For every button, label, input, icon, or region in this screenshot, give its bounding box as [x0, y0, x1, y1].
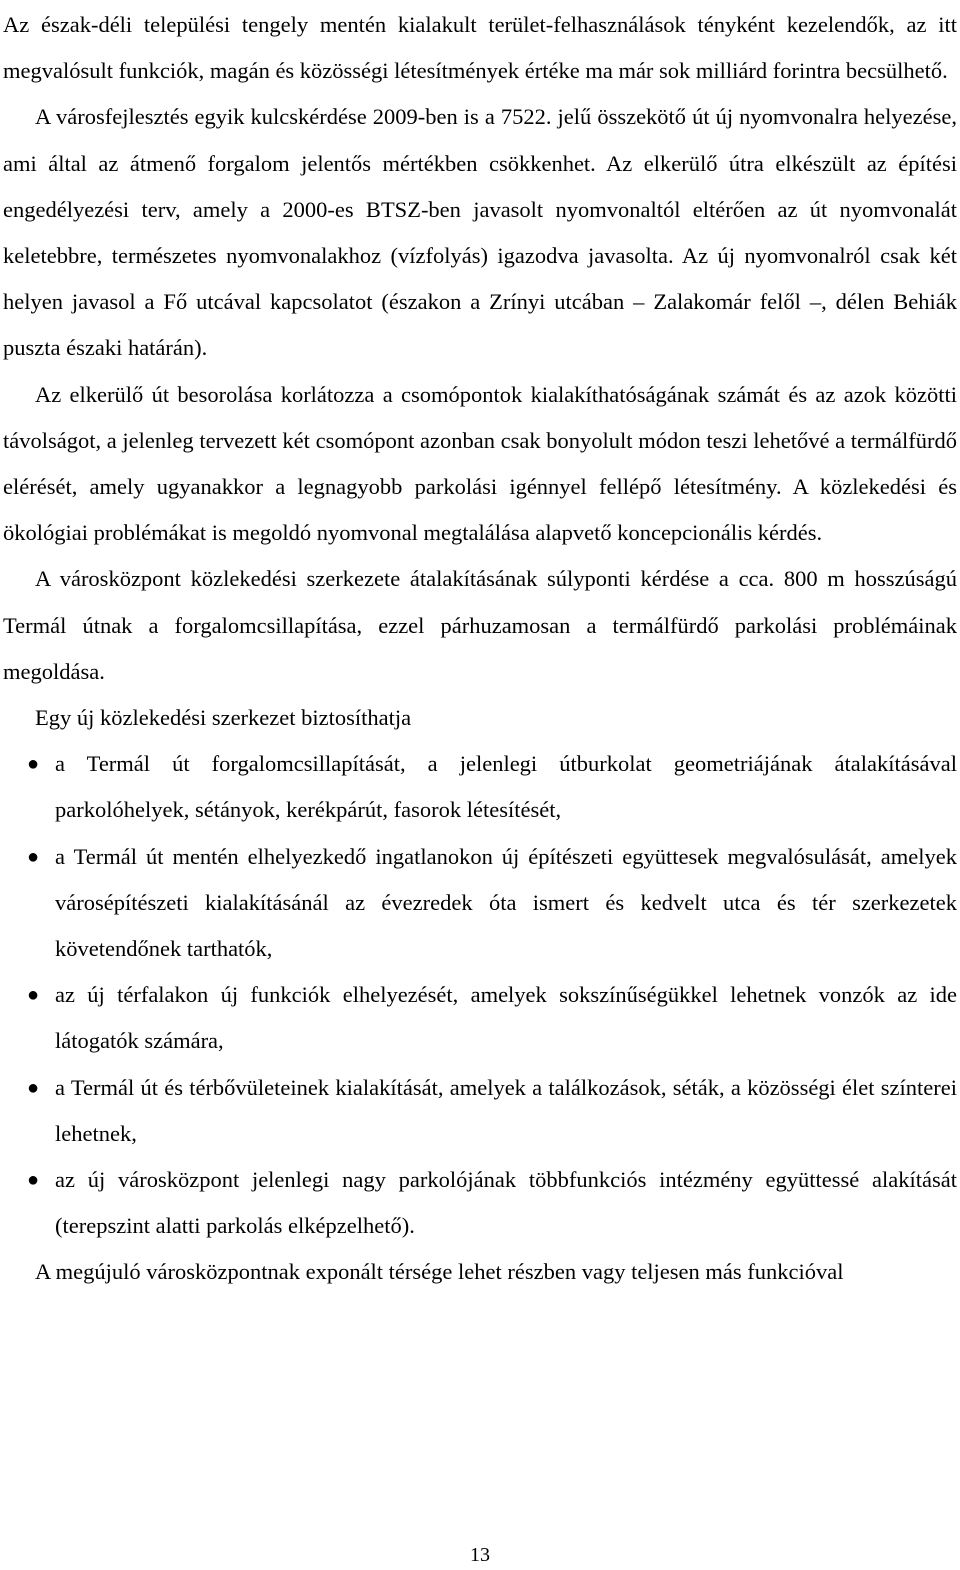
- list-item-text: az új térfalakon új funkciók elhelyezését, amelyek sokszínűségükkel lehetnek vonzók az ide látogatók számára,: [55, 982, 957, 1054]
- bullet-icon: ●: [27, 1169, 40, 1192]
- paragraph: Az észak-déli települési tengely mentén kialakult terület-felhasználások tényként kezelendők, az itt megvalósult funkciók, magán és közösségi létesítmények értéke ma már sok milliárd forintra becsülhető.: [3, 12, 957, 84]
- paragraphs-top: [3, 2, 957, 741]
- bullet-icon: ●: [27, 1076, 40, 1099]
- paragraph: Az elkerülő út besorolása korlátozza a csomópontok kialakíthatóságának számát és az azok közötti távolságot, a jelenleg tervezett két csomópont azonban csak bonyolult módon teszi lehetővé a termálfürdő elérését, amely ugyanakkor a legnagyobb parkolási igénnyel fellépő létesítmény. A közlekedési és ökológiai problémákat is megoldó nyomvonal megtalálása alapvető koncepcionális kérdés.: [3, 381, 957, 546]
- list-item-text: a Termál út és térbővületeinek kialakítását, amelyek a találkozások, séták, a közösségi élet színterei lehetnek,: [55, 1074, 957, 1146]
- paragraph: A városfejlesztés egyik kulcskérdése 2009-ben is a 7522. jelű összekötő út új nyomvonalra helyezése, ami által az átmenő forgalom jelentős mértékben csökkenhet. Az elkerülő útra elkészült az építési engedélyezési terv, amely a 2000-es BTSZ-ben javasolt nyomvonaltól eltérően az út nyomvonalát keletebbre, természetes nyomvonalakhoz (vízfolyás) igazodva javasolta. Az új nyomvonalról csak két helyen javasol a Fő utcával kapcsolatot (északon a Zrínyi utcában – Zalakomár felől –, délen Behiák puszta északi határán).: [3, 104, 957, 361]
- page-number: 13: [470, 1544, 490, 1566]
- list-item: [3, 972, 957, 1064]
- list-item: [3, 834, 957, 973]
- list-item: [3, 1065, 957, 1157]
- list-item: [3, 1157, 957, 1249]
- list-item-text: a Termál út mentén elhelyezkedő ingatlanokon új építészeti együttesek megvalósulását, amelyek városépítészeti kialakításánál az évezredek óta ismert és kedvelt utca és tér szerkezetek követendőnek tarthatók,: [55, 843, 957, 962]
- bullet-icon: ●: [27, 984, 40, 1007]
- list-item: [3, 741, 957, 833]
- paragraph: Egy új közlekedési szerkezet biztosíthatja: [35, 705, 412, 731]
- list-item-text: a Termál út forgalomcsillapítását, a jelenlegi útburkolat geometriájának átalakításával parkolóhelyek, sétányok, kerékpárút, fasorok létesítését,: [55, 751, 957, 823]
- paragraph: A városközpont közlekedési szerkezete átalakításának súlyponti kérdése a cca. 800 m hosszúságú Termál útnak a forgalomcsillapítása, ezzel párhuzamosan a termálfürdő parkolási problémáinak megoldása.: [3, 566, 957, 684]
- paragraphs-bottom: [3, 1249, 957, 1295]
- bullet-list: [3, 741, 957, 1249]
- bullet-icon: ●: [27, 753, 40, 776]
- list-item-text: az új városközpont jelenlegi nagy parkolójának többfunkciós intézmény együttessé alakítását (terepszint alatti parkolás elképzelhető).: [55, 1167, 957, 1239]
- bullet-icon: ●: [27, 845, 40, 868]
- document-body: [3, 2, 957, 1296]
- paragraph: A megújuló városközpontnak exponált térsége lehet részben vagy teljesen más funkcióval: [35, 1259, 844, 1285]
